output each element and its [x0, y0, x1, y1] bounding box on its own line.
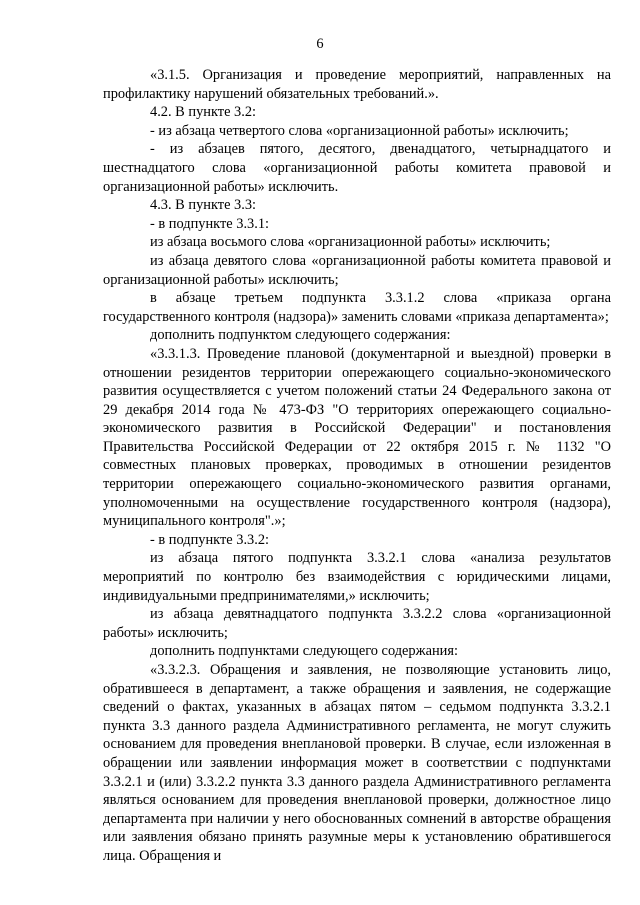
paragraph-3-3-2-3: «3.3.2.3. Обращения и заявления, не позволяющие установить лицо, обратившееся в департамент, а также обращения и заявления, не содержащие сведений о фактах, указанных в абзацах пятом – седьмом подпункта 3.3.2.1 пункта 3.3 данного раздела Административного регламента, не могут служить основанием для проведения внеплановой проверки. В случае, если изложенная в обращении или заявлении информация может в соответствии с подпунктами 3.3.2.1 и (или) 3.3.2.2 пункта 3.3 данного раздела Административного регламента являться основанием для проведения внеплановой проверки, должностное лицо департамента при наличии у него обоснованных сомнений в авторстве обращения или заявления обязано принять разумные меры к установлению обратившегося лица. Обращения и: [103, 662, 611, 864]
paragraph-4-2-heading: 4.2. В пункте 3.2:: [150, 104, 257, 121]
paragraph-3-3-2-item-2: из абзаца девятнадцатого подпункта 3.3.2.2 слова «организационной работы» исключить;: [103, 606, 611, 641]
paragraph-3-3-1-3: «3.3.1.3. Проведение плановой (документарной и выездной) проверки в отношении резидентов территории опережающего социально-экономического развития осуществляется с учетом положений статьи 24 Федерального закона от 29 декабря 2014 года № 473-ФЗ "О территориях опережающего социально-экономического развития в Российской Федерации" и постановления Правительства Российской Федерации от 22 октября 2015 г. № 1132 "О совместных плановых проверках, проводимых в отношении резидентов территории опережающего социально-экономического развития органами, уполномоченными на осуществление государственного контроля (надзора), муниципального контроля".»;: [103, 345, 611, 530]
paragraph-3-1-5: «3.1.5. Организация и проведение мероприятий, направленных на профилактику нарушений обязательных требований.».: [103, 67, 611, 102]
paragraph-3-3-1-item-1: из абзаца восьмого слова «организационной работы» исключить;: [150, 234, 551, 251]
paragraph-3-3-1-item-2: из абзаца девятого слова «организационной работы комитета правовой и организационной работы» исключить;: [103, 252, 611, 288]
paragraph-4-2-item-2: - из абзацев пятого, десятого, двенадцатого, четырнадцатого и шестнадцатого слова «организационной работы комитета правовой и организационной работы» исключить.: [103, 141, 611, 195]
paragraph-3-3-1-heading: - в подпункте 3.3.1:: [150, 215, 270, 232]
paragraph-3-3-1-item-4: дополнить подпунктом следующего содержания:: [150, 327, 451, 344]
paragraph-3-3-2-item-3: дополнить подпунктами следующего содержания:: [150, 643, 458, 660]
page-number: 6: [316, 36, 324, 52]
paragraph-3-3-2-item-1: из абзаца пятого подпункта 3.3.2.1 слова «анализа результатов мероприятий по контролю без взаимодействия с юридическими лицами, индивидуальными предпринимателями,» исключить;: [103, 550, 611, 604]
document-body: [103, 66, 611, 866]
paragraph-3-3-2-heading: - в подпункте 3.3.2:: [150, 531, 270, 548]
paragraph-4-3-heading: 4.3. В пункте 3.3:: [150, 197, 257, 214]
paragraph-3-3-1-item-3: в абзаце третьем подпункта 3.3.1.2 слова «приказа органа государственного контроля (надзора)» заменить словами «приказа департамента»;: [103, 290, 611, 325]
paragraph-4-2-item-1: - из абзаца четвертого слова «организационной работы» исключить;: [150, 122, 569, 139]
